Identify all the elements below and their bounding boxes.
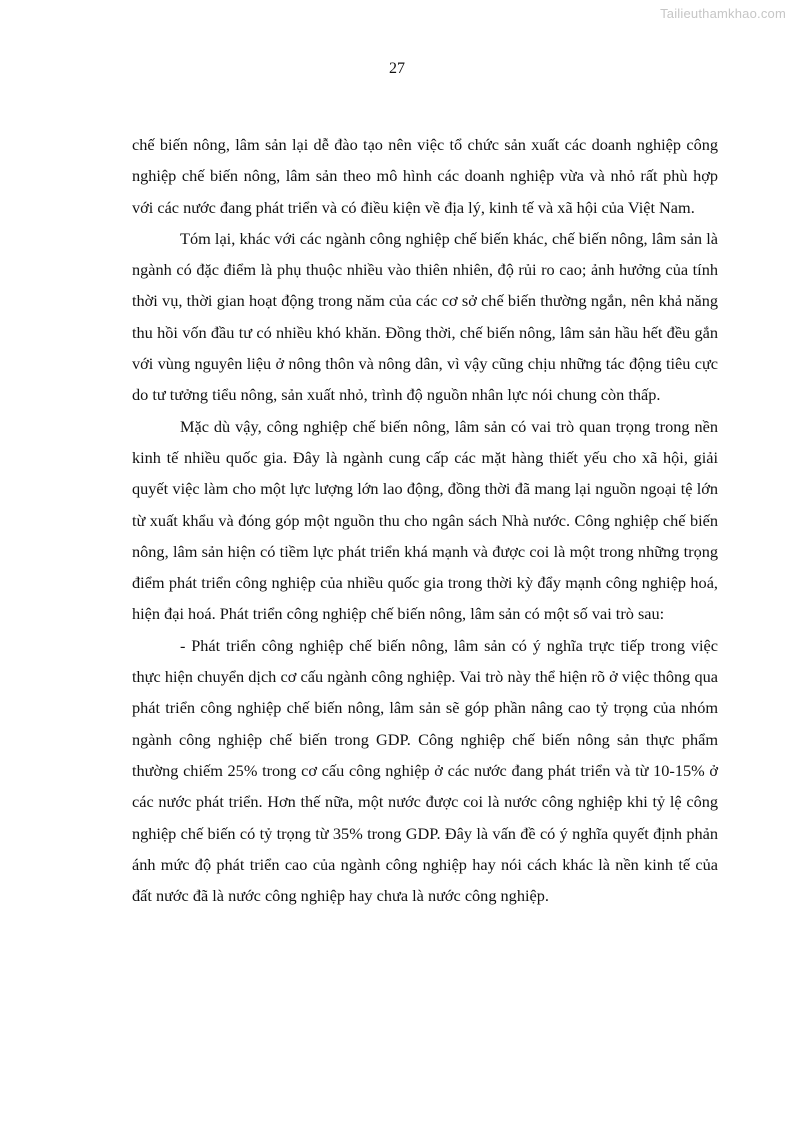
paragraph-4: - Phát triển công nghiệp chế biến nông, lâm sản có ý nghĩa trực tiếp trong việc thực hiện chuyển dịch cơ cấu ngành công nghiệp. Vai trò này thể hiện rõ ở việc thông qua phát triển công nghiệp chế biến nông, lâm sản sẽ góp phần nâng cao tỷ trọng của nhóm ngành công nghiệp chế biến trong GDP. Công nghiệp chế biến nông sản thực phẩm thường chiếm 25% trong cơ cấu công nghiệp ở các nước đang phát triển và từ 10-15% ở các nước phát triển. Hơn thế nữa, một nước được coi là nước công nghiệp khi tỷ lệ công nghiệp chế biến có tỷ trọng từ 35% trong GDP. Đây là vấn đề có ý nghĩa quyết định phản ánh mức độ phát triển cao của ngành công nghiệp hay nói cách khác là nền kinh tế của đất nước đã là nước công nghiệp hay chưa là nước công nghiệp. [132, 635, 718, 906]
page-number: 27 [389, 60, 405, 77]
watermark: Tailieuthamkhao.com [660, 6, 786, 21]
paragraph-1: chế biến nông, lâm sản lại dễ đào tạo nên việc tổ chức sản xuất các doanh nghiệp công nghiệp chế biến nông, lâm sản theo mô hình các doanh nghiệp vừa và nhỏ rất phù hợp với các nước đang phát triển và có điều kiện về địa lý, kinh tế và xã hội của Việt Nam. [132, 135, 718, 217]
paragraph-2: Tóm lại, khác với các ngành công nghiệp chế biến khác, chế biến nông, lâm sản là ngành có đặc điểm là phụ thuộc nhiều vào thiên nhiên, độ rủi ro cao; ảnh hưởng của tính thời vụ, thời gian hoạt động trong năm của các cơ sở chế biến thường ngắn, nên khả năng thu hồi vốn đầu tư có nhiều khó khăn. Đồng thời, chế biến nông, lâm sản hầu hết đều gắn với vùng nguyên liệu ở nông thôn và nông dân, vì vậy cũng chịu những tác động tiêu cực do tư tưởng tiểu nông, sản xuất nhỏ, trình độ nguồn nhân lực nói chung còn thấp. [132, 228, 718, 405]
document-body [132, 129, 718, 911]
paragraph-3: Mặc dù vậy, công nghiệp chế biến nông, lâm sản có vai trò quan trọng trong nền kinh tế nhiều quốc gia. Đây là ngành cung cấp các mặt hàng thiết yếu cho xã hội, giải quyết việc làm cho một lực lượng lớn lao động, đồng thời đã mang lại nguồn ngoại tệ lớn từ xuất khẩu và đóng góp một nguồn thu cho ngân sách Nhà nước. Công nghiệp chế biến nông, lâm sản hiện có tiềm lực phát triển khá mạnh và được coi là một trong những trọng điểm phát triển công nghiệp của nhiều quốc gia trong thời kỳ đẩy mạnh công nghiệp hoá, hiện đại hoá. Phát triển công nghiệp chế biến nông, lâm sản có một số vai trò sau: [132, 416, 718, 624]
